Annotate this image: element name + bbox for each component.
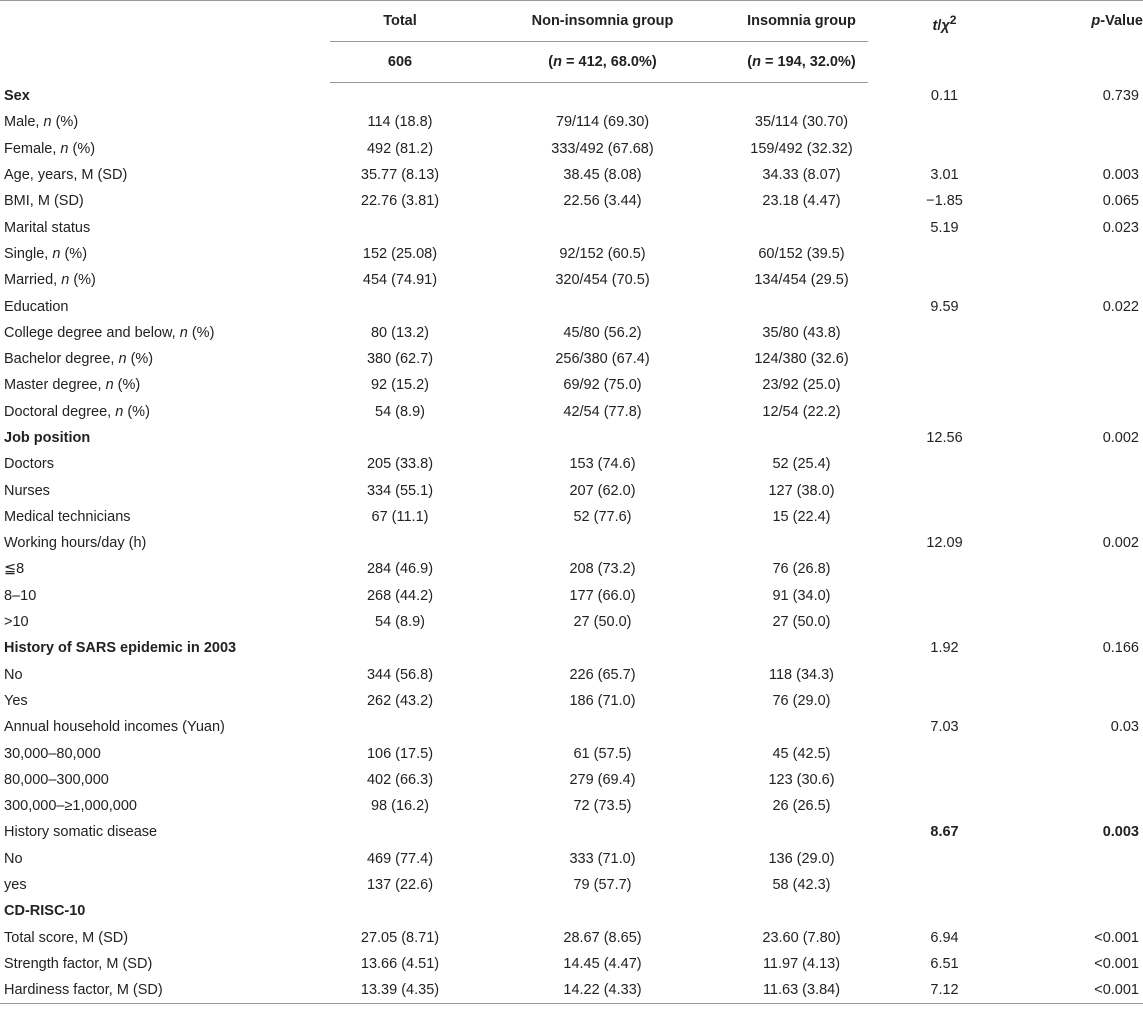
cell-statistic: [868, 267, 1021, 293]
cell-insomnia: [735, 293, 868, 319]
cell-non-insomnia: [470, 819, 735, 845]
cell-p-value: [1021, 898, 1143, 924]
cell-non-insomnia: 45/80 (56.2): [563, 324, 642, 341]
row-label: Strength factor, M (SD): [4, 955, 153, 972]
header-empty-cell: [0, 1, 330, 83]
cell-total: [330, 714, 470, 740]
cell-p-value: [1021, 583, 1143, 609]
table-row: [0, 583, 1143, 609]
cell-total: 98 (16.2): [370, 798, 430, 815]
cell-total: 137 (22.6): [366, 877, 434, 894]
cell-insomnia: [735, 714, 868, 740]
table-row: [0, 241, 1143, 267]
row-label: Female, n (%): [4, 140, 96, 157]
table-row: [0, 793, 1143, 819]
row-label: Yes: [4, 692, 28, 709]
cell-total: 106 (17.5): [366, 745, 434, 762]
cell-p-value: [1021, 872, 1143, 898]
table-row: [0, 136, 1143, 162]
cell-non-insomnia: [470, 214, 735, 240]
table-row: [0, 162, 1143, 188]
cell-statistic: 12.56: [926, 430, 963, 446]
cell-insomnia: 76 (29.0): [772, 692, 831, 709]
cell-p-value: <0.001: [1094, 929, 1139, 946]
cell-insomnia: 124/380 (32.6): [754, 351, 849, 368]
table-row: [0, 372, 1143, 398]
cell-non-insomnia: 208 (73.2): [569, 561, 636, 578]
row-label: Bachelor degree, n (%): [4, 351, 154, 368]
cell-statistic: 6.51: [930, 955, 959, 972]
table-row: [0, 109, 1143, 135]
header-insomnia-n: (n = 194, 32.0%): [735, 42, 868, 83]
cell-p-value: [1021, 767, 1143, 793]
cell-total: [330, 635, 470, 661]
cell-non-insomnia: [470, 530, 735, 556]
cell-p-value: [1021, 451, 1143, 477]
cell-p-value: 0.003: [1102, 824, 1139, 841]
cell-total: 262 (43.2): [366, 692, 434, 709]
table-row: [0, 740, 1143, 766]
cell-total: 27.05 (8.71): [360, 929, 440, 946]
row-label: BMI, M (SD): [4, 193, 84, 210]
cell-statistic: 0.11: [930, 87, 959, 104]
cell-statistic: [868, 688, 1021, 714]
cell-total: 334 (55.1): [366, 482, 434, 499]
table-row: [0, 977, 1143, 1004]
cell-statistic: 12.09: [926, 535, 963, 552]
header-non-insomnia: Non-insomnia group: [470, 1, 735, 42]
cell-non-insomnia: 69/92 (75.0): [563, 377, 642, 394]
row-label: Medical technicians: [4, 508, 131, 525]
cell-total: [330, 83, 470, 110]
cell-p-value: 0.166: [1102, 640, 1139, 657]
cell-p-value: [1021, 372, 1143, 398]
cell-total: 152 (25.08): [362, 245, 438, 262]
cell-total: 13.66 (4.51): [360, 955, 440, 972]
cell-non-insomnia: [470, 714, 735, 740]
cell-non-insomnia: 320/454 (70.5): [555, 272, 650, 289]
cell-non-insomnia: 153 (74.6): [569, 456, 636, 473]
table-row: [0, 477, 1143, 503]
cell-statistic: 1.92: [930, 640, 959, 657]
cell-non-insomnia: 186 (71.0): [569, 692, 636, 709]
cell-statistic: [868, 846, 1021, 872]
table-row: [0, 819, 1143, 845]
table-row: [0, 399, 1143, 425]
cell-insomnia: [735, 635, 868, 661]
cell-p-value: [1021, 846, 1143, 872]
cell-p-value: 0.065: [1102, 193, 1139, 210]
header-statistic: $t/\chi^2$: [868, 1, 1021, 83]
table-row: [0, 267, 1143, 293]
cell-total: [330, 425, 470, 451]
cell-p-value: 0.002: [1102, 535, 1139, 552]
cell-statistic: [868, 793, 1021, 819]
cell-insomnia: 34.33 (8.07): [762, 167, 841, 184]
cell-non-insomnia: 256/380 (67.4): [555, 351, 650, 368]
table-row: [0, 504, 1143, 530]
cell-statistic: [868, 504, 1021, 530]
cell-p-value: [1021, 241, 1143, 267]
cell-statistic: 9.59: [930, 298, 959, 315]
table-row: [0, 425, 1143, 451]
header-total: Total: [330, 1, 470, 42]
cell-insomnia: [735, 425, 868, 451]
cell-total: 469 (77.4): [366, 850, 434, 867]
cell-insomnia: [735, 819, 868, 845]
cell-p-value: [1021, 609, 1143, 635]
cell-total: 54 (8.9): [375, 614, 425, 631]
header-total-n: 606: [330, 42, 470, 83]
cell-total: 80 (13.2): [370, 324, 430, 341]
cell-insomnia: [735, 530, 868, 556]
cell-statistic: [868, 556, 1021, 582]
table-row: [0, 214, 1143, 240]
cell-total: [330, 819, 470, 845]
cell-p-value: <0.001: [1021, 977, 1143, 1004]
cell-insomnia: 118 (34.3): [768, 666, 835, 683]
cell-p-value: [1021, 477, 1143, 503]
table-row: [0, 451, 1143, 477]
cell-total: [330, 898, 470, 924]
table-header: [0, 1, 1143, 83]
cell-insomnia: 11.63 (3.84): [735, 977, 868, 1004]
table-row: [0, 898, 1143, 924]
cell-insomnia: 134/454 (29.5): [754, 272, 849, 289]
cell-non-insomnia: 72 (73.5): [573, 798, 632, 815]
table-row: [0, 530, 1143, 556]
row-label: 8–10: [4, 587, 37, 604]
table-row: [0, 925, 1143, 951]
cell-statistic: [868, 399, 1021, 425]
cell-statistic: 7.03: [930, 719, 959, 736]
cell-total: [330, 214, 470, 240]
row-label: Nurses: [4, 482, 50, 499]
cell-insomnia: 123 (30.6): [768, 771, 835, 788]
row-label: Single, n (%): [4, 245, 88, 262]
cell-total: 492 (81.2): [366, 140, 434, 157]
row-label: Age, years, M (SD): [4, 167, 128, 184]
cell-insomnia: 76 (26.8): [772, 561, 831, 578]
cell-non-insomnia: [470, 635, 735, 661]
cell-p-value: [1021, 267, 1143, 293]
cell-non-insomnia: 14.45 (4.47): [563, 955, 642, 972]
cell-statistic: 7.12: [868, 977, 1021, 1004]
cell-insomnia: 23.60 (7.80): [762, 929, 841, 946]
row-label: Total score, M (SD): [4, 929, 129, 946]
cell-p-value: [1021, 556, 1143, 582]
table-row: [0, 293, 1143, 319]
cell-total: 13.39 (4.35): [330, 977, 470, 1004]
cell-total: 344 (56.8): [366, 666, 434, 683]
table-body: [0, 83, 1143, 1004]
cell-statistic: 3.01: [930, 167, 959, 184]
table-row: [0, 714, 1143, 740]
cell-non-insomnia: 333 (71.0): [569, 850, 636, 867]
header-p-value: p-Value: [1021, 1, 1143, 83]
cell-p-value: [1021, 688, 1143, 714]
table-row: [0, 188, 1143, 214]
cell-non-insomnia: 42/54 (77.8): [563, 403, 642, 420]
cell-statistic: [868, 740, 1021, 766]
cell-total: 284 (46.9): [366, 561, 434, 578]
cell-statistic: [868, 477, 1021, 503]
cell-non-insomnia: 52 (77.6): [573, 508, 632, 525]
row-label: 80,000–300,000: [4, 771, 109, 788]
row-label: College degree and below, n (%): [4, 324, 215, 341]
cell-statistic: −1.85: [926, 193, 963, 210]
cell-non-insomnia: 79 (57.7): [573, 877, 632, 894]
row-label: 300,000–≥1,000,000: [4, 798, 137, 815]
cell-total: 380 (62.7): [366, 351, 434, 368]
table-row: [0, 609, 1143, 635]
cell-p-value: 0.022: [1102, 298, 1139, 315]
cell-insomnia: 15 (22.4): [772, 508, 831, 525]
cell-statistic: 6.94: [930, 929, 959, 946]
row-label: Doctors: [4, 456, 54, 473]
cell-total: 54 (8.9): [375, 403, 425, 420]
cell-total: 22.76 (3.81): [360, 193, 440, 210]
cell-insomnia: [735, 83, 868, 110]
cell-total: 35.77 (8.13): [360, 167, 440, 184]
row-label: Sex: [4, 87, 30, 104]
cell-statistic: [868, 346, 1021, 372]
cell-insomnia: 12/54 (22.2): [762, 403, 841, 420]
cell-p-value: [1021, 740, 1143, 766]
cell-p-value: 0.03: [1110, 719, 1139, 736]
row-label: No: [4, 850, 23, 867]
row-label: No: [4, 666, 23, 683]
row-label: Education: [4, 298, 69, 315]
row-label: Hardiness factor, M (SD): [0, 977, 330, 1004]
header-insomnia: Insomnia group: [735, 1, 868, 42]
row-label: Marital status: [4, 219, 91, 236]
row-label: Doctoral degree, n (%): [4, 403, 150, 420]
cell-statistic: [868, 241, 1021, 267]
table-row: [0, 346, 1143, 372]
cell-statistic: [868, 583, 1021, 609]
cell-total: [330, 293, 470, 319]
row-label: History of SARS epidemic in 2003: [4, 640, 237, 657]
cell-total: 67 (11.1): [371, 508, 429, 525]
cell-insomnia: 52 (25.4): [772, 456, 831, 473]
cell-non-insomnia: [470, 898, 735, 924]
cell-non-insomnia: 14.22 (4.33): [470, 977, 735, 1004]
row-label: Married, n (%): [4, 272, 96, 289]
cell-non-insomnia: 61 (57.5): [573, 745, 632, 762]
cell-insomnia: 26 (26.5): [772, 798, 831, 815]
cell-non-insomnia: 27 (50.0): [573, 614, 632, 631]
cell-statistic: 5.19: [930, 219, 959, 236]
cell-p-value: 0.023: [1102, 219, 1139, 236]
cell-insomnia: 60/152 (39.5): [758, 245, 845, 262]
cell-non-insomnia: 22.56 (3.44): [563, 193, 642, 210]
table-row: [0, 662, 1143, 688]
cell-insomnia: 23.18 (4.47): [762, 193, 841, 210]
table-row: [0, 872, 1143, 898]
cell-non-insomnia: 92/152 (60.5): [559, 245, 646, 262]
cell-non-insomnia: [470, 425, 735, 451]
cell-insomnia: 35/114 (30.70): [754, 114, 849, 131]
table-row: [0, 83, 1143, 110]
cell-statistic: [868, 109, 1021, 135]
cell-insomnia: 58 (42.3): [772, 877, 831, 894]
cell-statistic: 8.67: [930, 824, 959, 841]
cell-total: [330, 530, 470, 556]
header-non-insomnia-n: (n = 412, 68.0%): [470, 42, 735, 83]
cell-total: 454 (74.91): [362, 272, 438, 289]
cell-statistic: [868, 609, 1021, 635]
row-label: >10: [4, 614, 29, 631]
cell-non-insomnia: 279 (69.4): [569, 771, 636, 788]
cell-non-insomnia: 333/492 (67.68): [551, 140, 654, 157]
cell-non-insomnia: 177 (66.0): [569, 587, 636, 604]
row-label: History somatic disease: [4, 824, 158, 841]
row-label: Working hours/day (h): [4, 535, 147, 552]
cell-insomnia: 136 (29.0): [768, 850, 835, 867]
cell-p-value: [1021, 662, 1143, 688]
cell-insomnia: 11.97 (4.13): [762, 955, 841, 972]
row-label: Annual household incomes (Yuan): [4, 719, 225, 736]
cell-total: 268 (44.2): [366, 587, 434, 604]
table-row: [0, 846, 1143, 872]
cell-insomnia: 45 (42.5): [772, 745, 831, 762]
cell-non-insomnia: 226 (65.7): [569, 666, 636, 683]
cell-non-insomnia: 207 (62.0): [569, 482, 636, 499]
cell-insomnia: 91 (34.0): [772, 587, 831, 604]
cell-statistic: [868, 898, 1021, 924]
table-row: [0, 635, 1143, 661]
cell-insomnia: 127 (38.0): [768, 482, 835, 499]
cell-insomnia: 159/492 (32.32): [750, 140, 853, 157]
row-label: ≦8: [4, 561, 25, 578]
cell-p-value: [1021, 109, 1143, 135]
cell-non-insomnia: [470, 293, 735, 319]
row-label: CD-RISC-10: [4, 903, 86, 920]
row-label: Job position: [4, 430, 91, 446]
cell-total: 92 (15.2): [370, 377, 430, 394]
cell-insomnia: 23/92 (25.0): [762, 377, 841, 394]
cell-statistic: [868, 320, 1021, 346]
cell-non-insomnia: [470, 83, 735, 110]
row-label: 30,000–80,000: [4, 745, 101, 762]
cell-p-value: [1021, 793, 1143, 819]
cell-p-value: [1021, 320, 1143, 346]
cell-statistic: [868, 372, 1021, 398]
cell-total: 402 (66.3): [366, 771, 434, 788]
cell-statistic: [868, 662, 1021, 688]
row-label: yes: [4, 877, 27, 894]
row-label: Master degree, n (%): [4, 377, 141, 394]
cell-p-value: 0.002: [1102, 430, 1139, 446]
table-row: [0, 951, 1143, 977]
cell-insomnia: 27 (50.0): [772, 614, 831, 631]
row-label: Male, n (%): [4, 114, 79, 131]
cell-insomnia: [735, 898, 868, 924]
table-row: [0, 320, 1143, 346]
cell-insomnia: [735, 214, 868, 240]
table-row: [0, 556, 1143, 582]
cell-p-value: 0.003: [1102, 167, 1139, 184]
cell-non-insomnia: 79/114 (69.30): [555, 114, 650, 131]
cell-p-value: [1021, 346, 1143, 372]
table-row: [0, 688, 1143, 714]
cell-total: 205 (33.8): [366, 456, 434, 473]
cell-statistic: [868, 872, 1021, 898]
table-row: [0, 767, 1143, 793]
cell-p-value: 0.739: [1102, 87, 1139, 104]
cell-statistic: [868, 136, 1021, 162]
cell-p-value: [1021, 504, 1143, 530]
cell-non-insomnia: 28.67 (8.65): [563, 929, 642, 946]
cell-p-value: <0.001: [1094, 955, 1139, 972]
cell-total: 114 (18.8): [367, 114, 433, 131]
cell-statistic: [868, 767, 1021, 793]
cell-p-value: [1021, 399, 1143, 425]
cell-p-value: [1021, 136, 1143, 162]
cell-non-insomnia: 38.45 (8.08): [563, 167, 642, 184]
cell-statistic: [868, 451, 1021, 477]
cell-insomnia: 35/80 (43.8): [762, 324, 841, 341]
